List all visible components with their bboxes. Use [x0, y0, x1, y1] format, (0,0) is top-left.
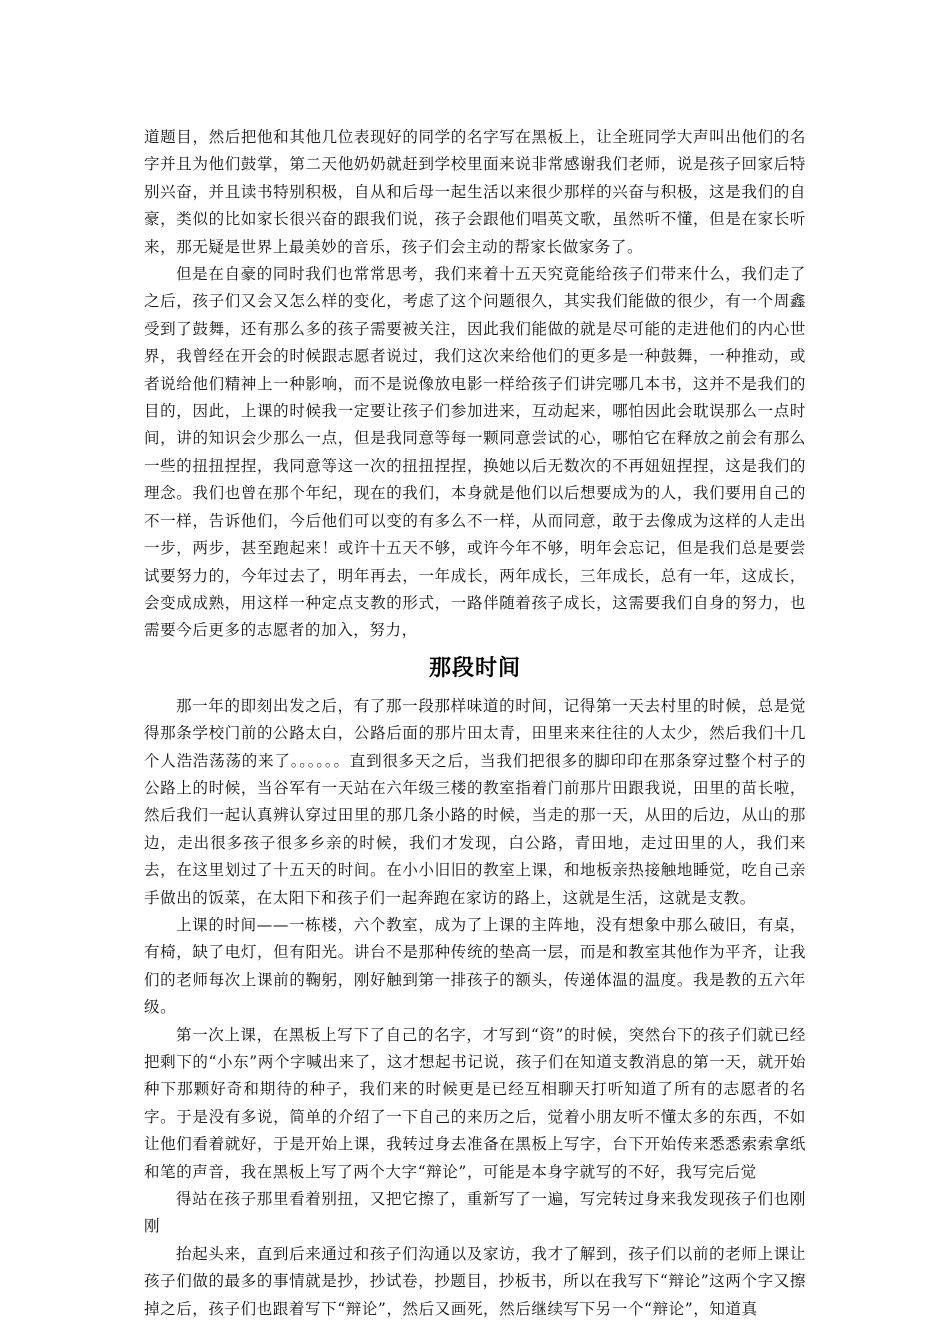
- paragraph: 那一年的即刻出发之后，有了那一段那样味道的时间，记得第一天去村里的时候，总是觉得那条学校门前的公路太白，公路后面的那片田太青，田里来来往往的人太少，然后我们十几个人浩浩荡荡的来了。。。。。。直到很多天之后，当我们把很多的脚印印在那条穿过整个村子的公路上的时候，当谷军有一天站在六年级三楼的教室指着门前那片田跟我说，田里的苗长啦，然后我们一起认真辨认穿过田里的那几条小路的时候，当走的那一天，从田的后边，从山的那边，走出很多孩子很多乡亲的时候，我们才发现，白公路，青田地，走过田里的人，我们来去，在这里划过了十五天的时间。在小小旧旧的教室上课，和地板亲热接触地睡觉，吃自己亲手做出的饭菜，在太阳下和孩子们一起奔跑在家访的路上，这就是生活，这就是支教。: [144, 696, 806, 907]
- document-body: [144, 124, 806, 1323]
- paragraph: 道题目，然后把他和其他几位表现好的同学的名字写在黑板上，让全班同学大声叫出他们的名字并且为他们鼓掌，第二天他奶奶就赶到学校里面来说非常感谢我们老师，说是孩子回家后特别兴奋，并且读书特别积极，自从和后母一起生活以来很少那样的兴奋与积极，这是我们的自豪，类似的比如家长很兴奋的跟我们说，孩子会跟他们唱英文歌，虽然听不懂，但是在家长听来，那无疑是世界上最美妙的音乐，孩子们会主动的帮家长做家务了。: [144, 128, 806, 256]
- paragraph: 第一次上课，在黑板上写下了自己的名字，才写到“资”的时候，突然台下的孩子们就已经把剩下的“小东”两个字喊出来了，这才想起书记说，孩子们在知道支教消息的第一天，就开始种下那颗好奇和期待的种子，我们来的时候更是已经互相聊天打听知道了所有的志愿者的名字。于是没有多说，简单的介绍了一下自己的来历之后，觉着小朋友听不懂太多的东西，不如让他们看着就好，于是开始上课，我转过身去准备在黑板上写字，台下开始传来悉悉索索拿纸和笔的声音，我在黑板上写了两个大字“辩论”，可能是本身字就写的不好，我写完后觉: [144, 1025, 806, 1181]
- paragraph: 上课的时间——一栋楼，六个教室，成为了上课的主阵地，没有想象中那么破旧，有桌，有椅，缺了电灯，但有阳光。讲台不是那种传统的垫高一层，而是和教室其他作为平齐，让我们的老师每次上课前的鞠躬，刚好触到第一排孩子的额头，传递体温的温度。我是教的五六年级。: [144, 915, 806, 1017]
- paragraph: 但是在自豪的同时我们也常常思考，我们来着十五天究竟能给孩子们带来什么，我们走了之后，孩子们又会又怎么样的变化，考虑了这个问题很久，其实我们能做的很少，有一个周鑫受到了鼓舞，还有那么多的孩子需要被关注，因此我们能做的就是尽可能的走进他们的内心世界，我曾经在开会的时候跟志愿者说过，我们这次来给他们的更多是一种鼓舞，一种推动，或者说给他们精神上一种影响，而不是说像放电影一样给孩子们讲完哪几本书，这并不是我们的目的，因此，上课的时候我一定要让孩子们参加进来，互动起来，哪怕因此会耽误那么一点时间，讲的知识会少那么一点，但是我同意等每一颗同意尝试的心，哪怕它在释放之前会有那么一些的扭扭捏捏，我同意等这一次的扭扭捏捏，换她以后无数次的不再妞妞捏捏，这是我们的理念。我们也曾在那个年纪，现在的我们，本身就是他们以后想要成为的人，我们要用自己的不一样，告诉他们，今后他们可以变的有多么不一样，从而同意，敢于去像成为这样的人走出一步，两步，甚至跑起来！或许十五天不够，或许今年不够，明年会忘记，但是我们总是要尝试要努力的，今年过去了，明年再去，一年成长，两年成长，三年成长，总有一年，这成长，会变成成熟，用这样一种定点支教的形式，一路伴随着孩子成长，这需要我们自身的努力，也需要今后更多的志愿者的加入，努力，: [144, 265, 806, 640]
- section-heading: 那段时间: [428, 655, 521, 681]
- paragraph: 得站在孩子那里看着别扭，又把它擦了，重新写了一遍，写完转过身来我发现孩子们也刚刚: [144, 1190, 806, 1236]
- paragraph: 抬起头来，直到后来通过和孩子们沟通以及家访，我才了解到，孩子们以前的老师上课让孩子们做的最多的事情就是抄，抄试卷，抄题目，抄板书，所以在我写下“辩论”这两个字又擦掉之后，孩子们也跟着写下“辩论”，然后又画死，然后继续写下另一个“辩论”，知道真: [144, 1244, 806, 1318]
